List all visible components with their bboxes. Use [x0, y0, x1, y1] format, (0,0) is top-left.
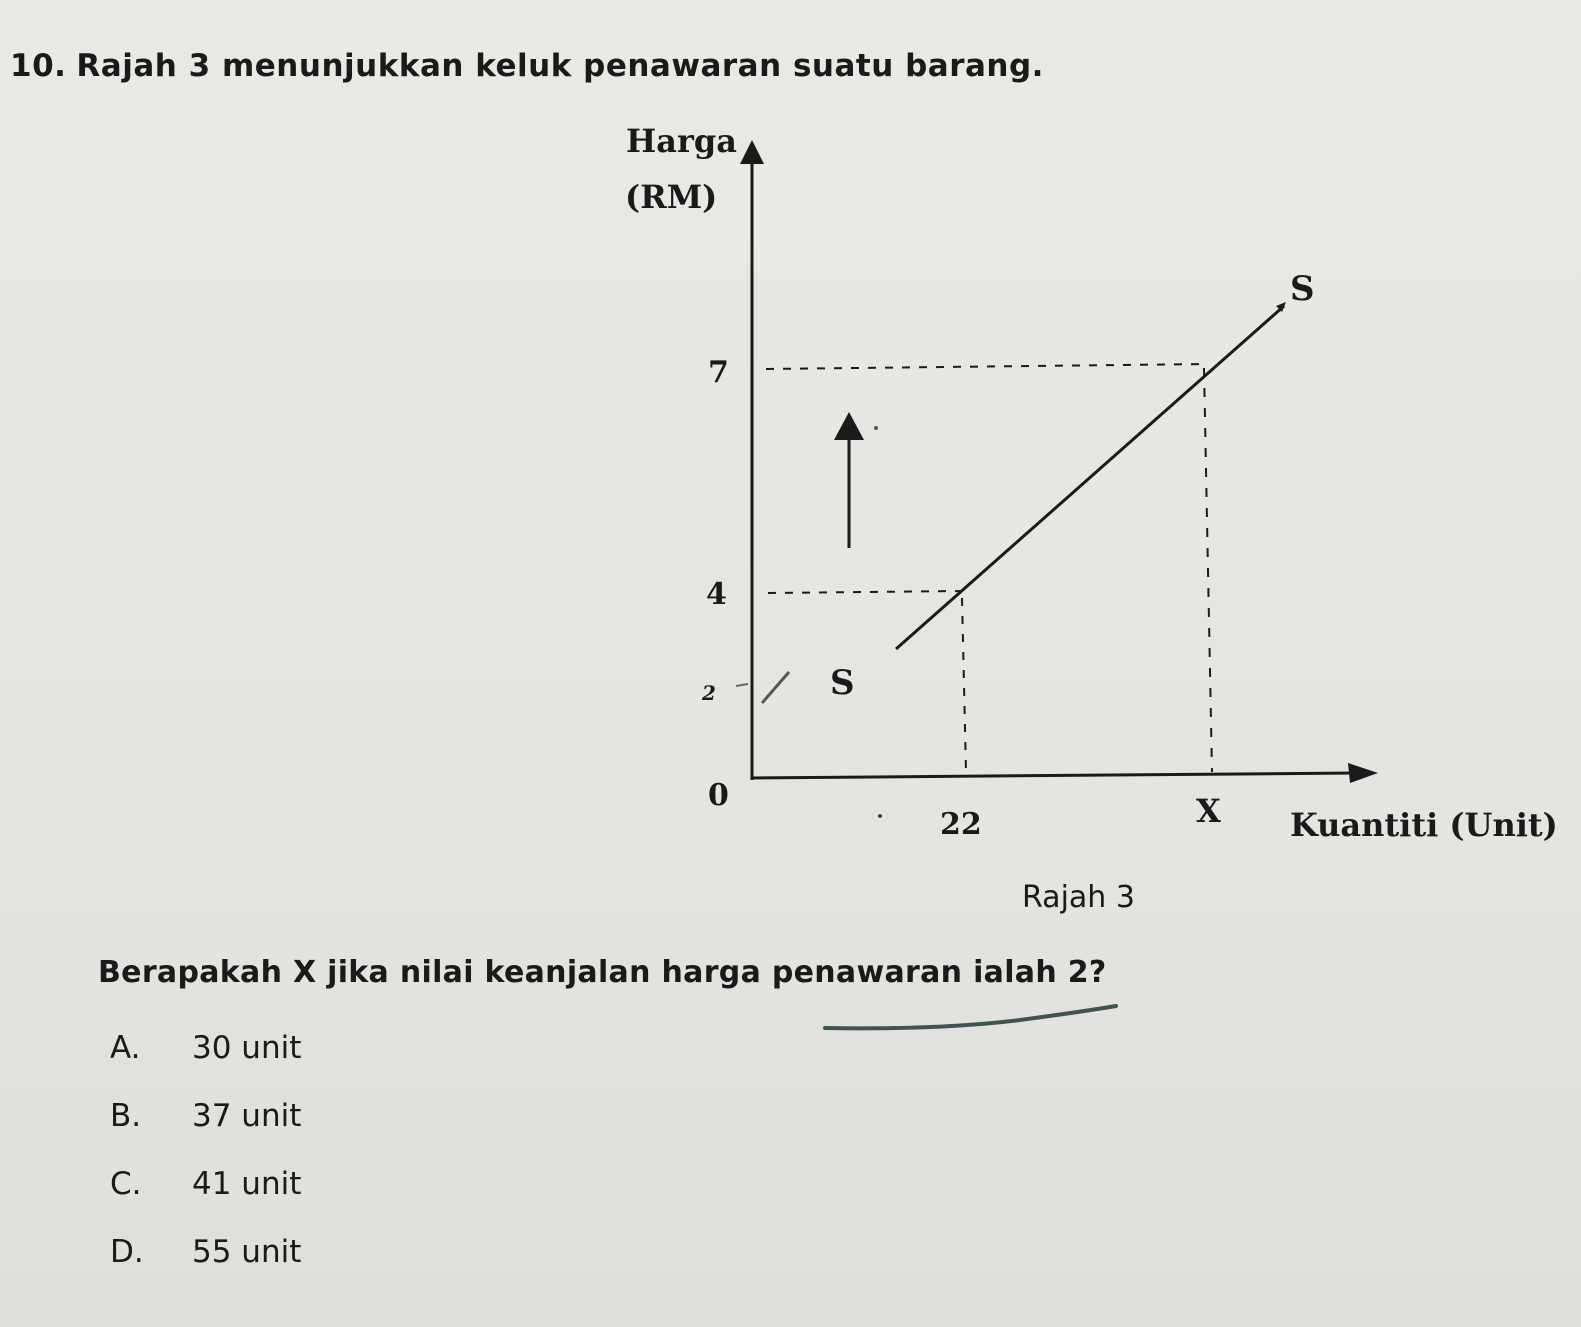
x-axis: [752, 773, 1355, 778]
option-c[interactable]: [110, 1166, 301, 1234]
pencil-slash: [762, 672, 789, 703]
question-text: Rajah 3 menunjukkan keluk penawaran suatu barang.: [76, 48, 1044, 84]
question-number: 10.: [10, 48, 67, 84]
option-c-text: 41 unit: [192, 1166, 302, 1202]
origin-label: 0: [708, 778, 729, 813]
y-axis-arrowhead: [740, 140, 764, 164]
x-tick-label-x: X: [1196, 792, 1221, 830]
option-a[interactable]: [110, 1030, 301, 1098]
x-axis-arrowhead: [1348, 763, 1378, 783]
curve-label-s-top: S: [1290, 269, 1315, 309]
handwritten-digit: 2: [702, 681, 716, 705]
option-b-letter: B.: [110, 1098, 142, 1134]
figure-caption: Rajah 3: [1022, 880, 1135, 915]
supply-curve-line: [896, 306, 1284, 649]
option-d[interactable]: [110, 1234, 301, 1302]
option-a-letter: A.: [110, 1030, 141, 1066]
guide-line-price-4: [768, 591, 962, 593]
curve-label-s-bottom: S: [830, 663, 855, 703]
y-tick-label-4: 4: [706, 577, 727, 612]
guide-line-quantity-x: [1204, 368, 1212, 772]
pencil-annotation: [701, 672, 789, 705]
dot-mark: [878, 814, 882, 818]
price-increase-arrowhead: [834, 412, 864, 440]
pen-underline-mark: [820, 1000, 1120, 1040]
option-a-text: 30 unit: [192, 1030, 302, 1066]
option-b[interactable]: [110, 1098, 301, 1166]
y-axis-label-unit: (RM): [625, 178, 718, 216]
answer-options: [110, 1030, 301, 1302]
option-d-text: 55 unit: [192, 1234, 302, 1270]
option-c-letter: C.: [110, 1166, 142, 1202]
pencil-dash: [736, 684, 748, 686]
option-d-letter: D.: [110, 1234, 144, 1270]
x-tick-label-22: 22: [940, 807, 982, 842]
guide-line-quantity-22: [962, 598, 966, 772]
option-b-text: 37 unit: [192, 1098, 302, 1134]
question-prompt: Berapakah X jika nilai keanjalan harga penawaran ialah 2?: [98, 955, 1107, 990]
y-axis-label-harga: Harga: [626, 122, 737, 160]
guide-line-price-7: [766, 364, 1208, 369]
y-tick-label-7: 7: [708, 355, 729, 390]
speck-mark: [874, 426, 878, 430]
x-axis-label: Kuantiti (Unit): [1290, 806, 1558, 844]
